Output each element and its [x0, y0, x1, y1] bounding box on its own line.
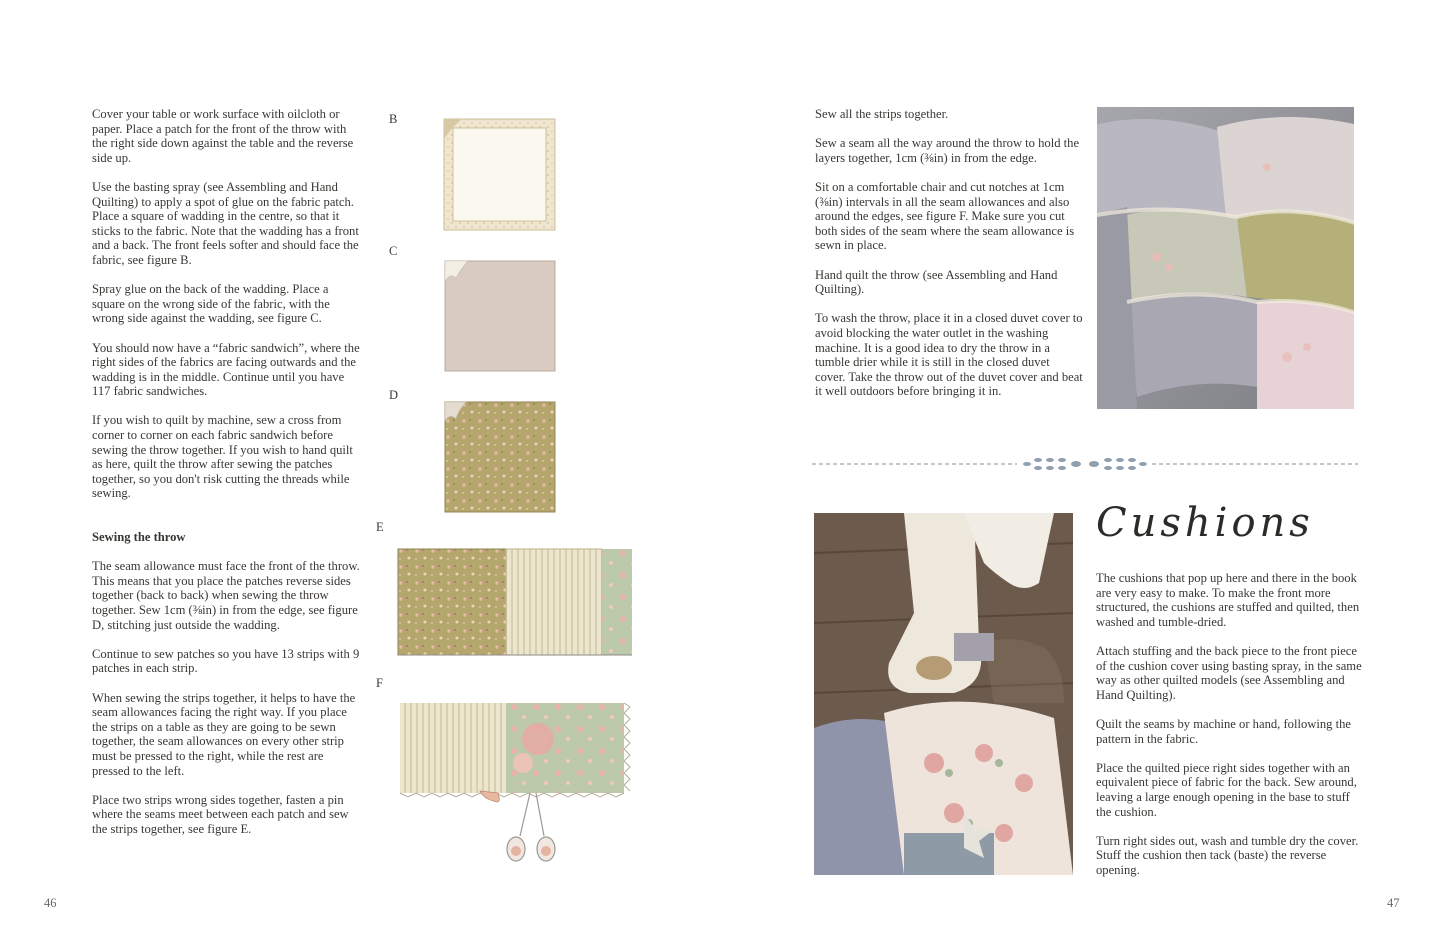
right-page — [722, 0, 1445, 950]
paragraph: To wash the throw, place it in a closed duvet cover to avoid blocking the water outlet in the washing machine. It is a good idea to dry the throw in a tumble drier while it is still in the closed duvet cover. Take the throw out of the duvet cover and beat it well outdoors before bringing it in. — [815, 311, 1083, 399]
figure-d-illustration — [444, 401, 556, 513]
figure-label-d: D — [389, 388, 399, 402]
page-number: 47 — [1387, 896, 1400, 910]
quilt-photo — [1097, 107, 1354, 409]
paragraph: If you wish to quilt by machine, sew a cross from corner to corner on each fabric sandwich before sewing the throw together. If you wish to hand quilt as here, quilt the throw after sewing the patches together, so you don't risk cutting the threads while sewing. — [92, 413, 353, 501]
hand-icon — [480, 791, 499, 802]
scissors-icon — [507, 793, 555, 861]
paragraph: Attach stuffing and the back piece to the front piece of the cushion cover using basting spray, in the same way as other quilted models (see Assembling and Hand Quilting). — [1096, 643, 1362, 702]
paragraph: You should now have a “fabric sandwich”, where the right sides of the fabrics are facing outwards and the wadding is in the middle. Continue until you have 117 fabric sandwiches. — [92, 340, 360, 399]
page-number: 46 — [44, 896, 57, 910]
paragraph: Continue to sew patches so you have 13 strips with 9 patches in each strip. — [92, 646, 360, 676]
figure-label-e: E — [376, 520, 384, 534]
figure-b-illustration — [442, 117, 557, 232]
paragraph: Quilt the seams by machine or hand, following the pattern in the fabric. — [1096, 716, 1351, 746]
paragraph: Use the basting spray (see Assembling and Hand Quilting) to apply a spot of glue on the fabric patch. Place a square of wadding in the centre, so that it sticks to the fabric. Note that the wadding has a front and a back. The front feels softer and should face the fabric, see figure B. — [92, 179, 359, 267]
paragraph: Hand quilt the throw (see Assembling and Hand Quilting). — [815, 267, 1058, 297]
leaf-divider-icon — [812, 455, 1358, 473]
paragraph: Sit on a comfortable chair and cut notches at 1cm (⅜in) intervals in all the seam allowances and also around the edges, see figure F. Make sure you cut both sides of the seam where the seam allowance is sewn in place. — [815, 179, 1075, 253]
paragraph: Sew all the strips together. — [815, 107, 949, 121]
paragraph: Spray glue on the back of the wadding. Place a square on the wrong side of the fabric, with the wrong side against the wadding, see figure C. — [92, 282, 330, 326]
left-text-column — [92, 107, 362, 851]
paragraph: The cushions that pop up here and there in the book are very easy to make. To make the front more structured, the cushions are stuffed and quilted, then washed and tumble-dried. — [1096, 571, 1360, 629]
paragraph: Sew a seam all the way around the throw to hold the layers together, 1cm (⅜in) in from the edge. — [815, 136, 1080, 165]
figure-e-illustration — [397, 547, 633, 659]
figure-label-c: C — [389, 244, 398, 258]
figure-label-b: B — [389, 112, 398, 126]
paragraph: When sewing the strips together, it helps to have the seam allowances facing the right way. If you place the strips on a table as they are going to be sewn together, the seam allowances on every other strip must be pressed to the right, while the rest are pressed to the left. — [92, 690, 356, 778]
figure-c-illustration — [444, 260, 556, 372]
paragraph: Place two strips wrong sides together, fasten a pin where the seams meet between each patch and sew the strips together, see figure E. — [92, 792, 349, 836]
cushions-photo — [814, 513, 1073, 875]
figure-f-illustration — [398, 701, 634, 871]
paragraph: Place the quilted piece right sides together with an equivalent piece of fabric for the back. Sew around, leaving a large enough opening in the base to stuff the cushion. — [1096, 760, 1357, 819]
cushion-text-column — [1096, 571, 1364, 892]
paragraph: Turn right sides out, wash and tumble dry the cover. Stuff the cushion then tack (baste) the reverse opening. — [1096, 833, 1359, 877]
figure-label-f: F — [376, 676, 383, 690]
paragraph: The seam allowance must face the front of the throw. This means that you place the patches reverse sides together (back to back) when sewing the throw together. Sew 1cm (⅜in) in from the edge, see figure D, stitching just outside the wadding. — [92, 559, 360, 632]
section-heading: Sewing the throw — [92, 530, 186, 545]
paragraph: Cover your table or work surface with oilcloth or paper. Place a patch for the front of the throw with the right side down against the table and the reverse side up. — [92, 107, 354, 165]
right-text-column — [815, 107, 1083, 413]
section-title: Cushions — [1096, 500, 1314, 546]
left-page — [0, 0, 722, 950]
